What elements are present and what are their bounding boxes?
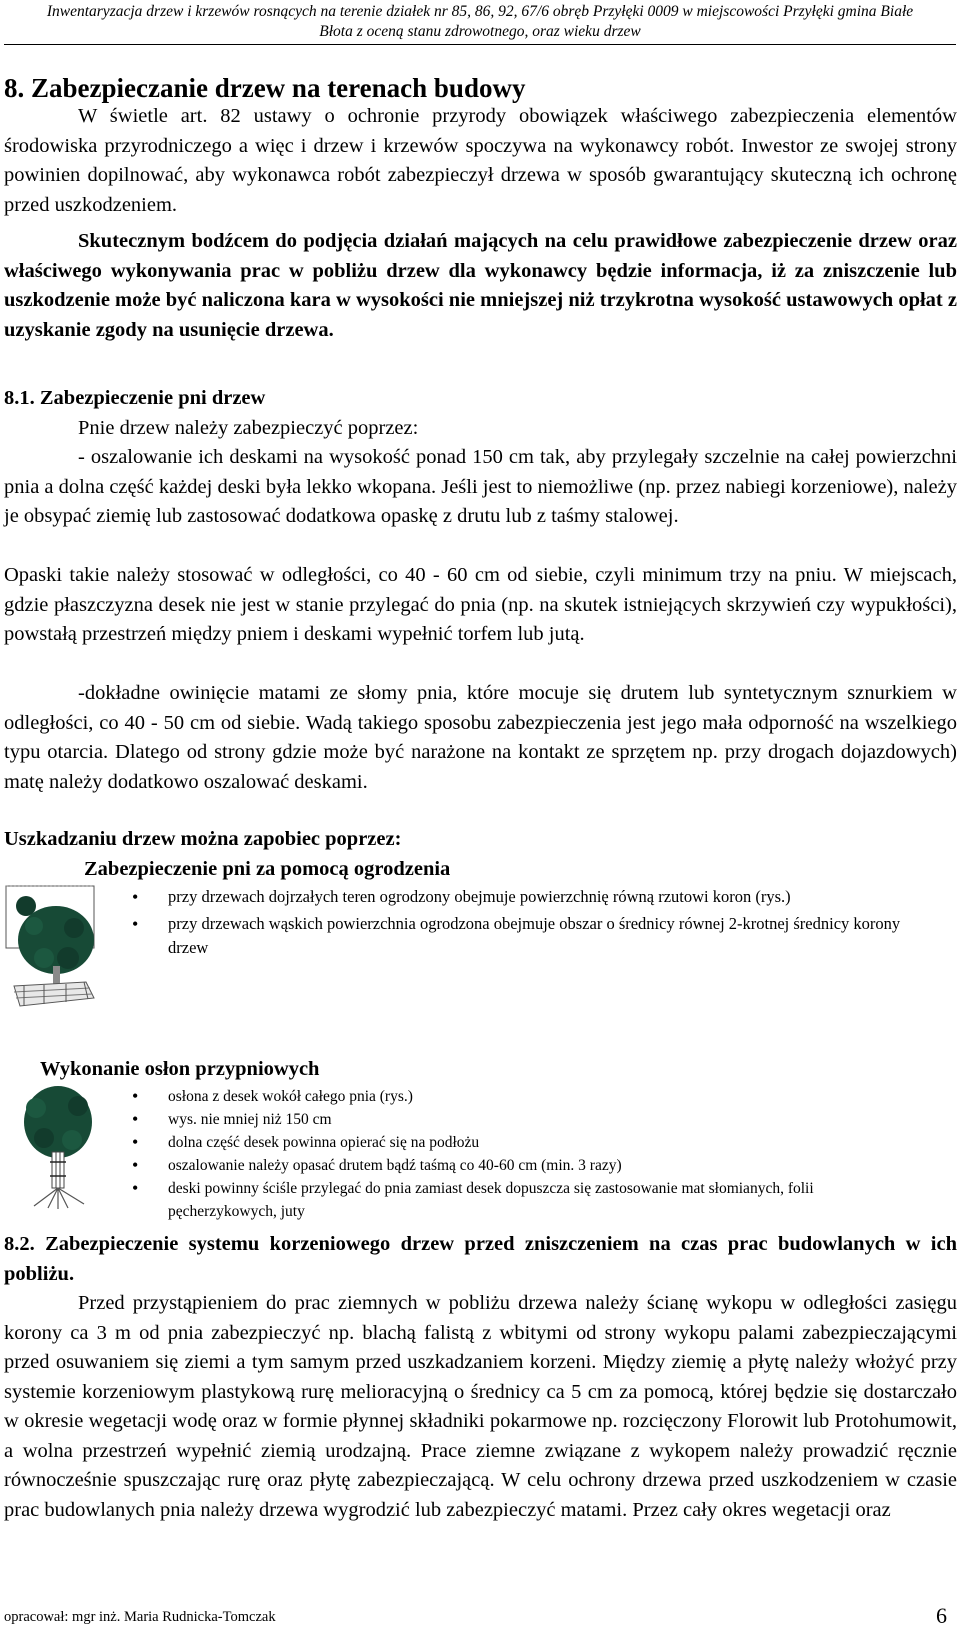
section-8-1-paragraph-1: - oszalowanie ich deskami na wysokość ponad 150 cm tak, aby przylegały szczelnie na całej powierzchni pnia a dolna część każdej deski była lekko wkopana. Jeśli jest to niemożliwe (np. przez nabiegi korzeniowe), należy je obsypać ziemię lub zastosować dodatkowa opaskę z drutu lub z taśmy stalowej.: [4, 446, 957, 527]
damage-prevention-heading: Uszkadzaniu drzew można zapobiec poprzez:: [4, 828, 402, 850]
list-item: • przy drzewach dojrzałych teren ogrodzony obejmuje powierzchnię równą rzutowi koron (rys.): [128, 885, 918, 909]
section-8-1-title: 8.1. Zabezpieczenie pni drzew: [4, 387, 266, 409]
fence-protection-list: [128, 885, 918, 963]
section-8-1-intro: Pnie drzew należy zabezpieczyć poprzez:: [78, 417, 419, 439]
list-item: • osłona z desek wokół całego pnia (rys.): [128, 1085, 918, 1108]
tree-fence-illustration: [4, 882, 100, 1018]
header-line-1: Inwentaryzacja drzew i krzewów rosnących na terenie działek nr 85, 86, 92, 67/6 obręb Przyłęki 0009 w miejscowości Przyłęki gmina Białe: [46, 3, 914, 20]
page-number: 6: [936, 1603, 947, 1628]
section-8-1-paragraph-2: Opaski takie należy stosować w odległości, co 40 - 60 cm od siebie, czyli minimum trzy na pniu. W miejscach, gdzie płaszczyzna desek nie jest w stanie przylegać do pnia (np. na skutek istniejących skrzywień czy wypukłości), powstałą przestrzeń między pniem i deskami wypełnić torfem lub jutą.: [4, 564, 957, 645]
footer-author: opracował: mgr inż. Maria Rudnicka-Tomczak: [4, 1609, 276, 1625]
section-8-paragraph-1: W świetle art. 82 ustawy o ochronie przyrody obowiązek właściwego zabezpieczenia elementów środowiska przyrodniczego a więc i drzew i krzewów spoczywa na wykonawcy robót. Inwestor ze swojej strony powinien dopilnować, aby wykonawca robót zabezpieczył drzewa w sposób gwarantujący skuteczną ich ochronę przed uszkodzeniem.: [4, 105, 957, 216]
trunk-shield-heading: Wykonanie osłon przypniowych: [40, 1058, 320, 1080]
section-8-title: 8. Zabezpieczanie drzew na terenach budowy: [4, 73, 526, 103]
fence-protection-heading: Zabezpieczenie pni za pomocą ogrodzenia: [84, 858, 451, 880]
section-8-2-title: 8.2. Zabezpieczenie systemu korzeniowego drzew przed zniszczeniem na czas prac budowlanych w ich pobliżu.: [4, 1233, 957, 1285]
header-divider: [4, 44, 956, 45]
section-8-2-paragraph-1: Przed przystąpieniem do prac ziemnych w pobliżu drzewa należy ścianę wykopu w odległości zasięgu korony ca 3 m od pnia zabezpieczyć np. blachą falistą z wbitymi od strony wykopu palami zabezpieczającymi przed osuwaniem się ziemi a tym samym przed uszkadzaniem korzeni. Między ziemię a płytę należy włożyć przy systemie korzeniowym plastykową rurę melioracyjną o średnicy ca 5 cm za pomocą, której będzie się dostarczało w okresie wegetacji wodę oraz w formie płynnej składniki pokarmowe np. rozcięczony Florowit lub Protohumowit, a wolna przestrzeń wypełnić ziemią urodzajną. Prace ziemne związane z wykopem należy prowadzić ręcznie równocześnie spuszczając rurę oraz płytę zabezpieczającą. W celu ochrony drzewa przed uszkodzeniem w czasie prac budowlanych pnia należy drzewa wygrodzić lub zabezpieczyć matami. Przez cały okres wegetacji oraz: [4, 1292, 957, 1521]
list-item: • wys. nie mniej niż 150 cm: [128, 1108, 918, 1131]
list-item: • deski powinny ściśle przylegać do pnia zamiast desek dopuszcza się zastosowanie mat słomianych, folii pęcherzykowych, juty: [128, 1177, 918, 1223]
tree-trunk-shield-illustration: [14, 1082, 102, 1210]
trunk-shield-list: [128, 1085, 918, 1223]
header-line-2: Błota z oceną stanu zdrowotnego, oraz wieku drzew: [319, 23, 641, 40]
list-item: • oszalowanie należy opasać drutem bądź taśmą co 40-60 cm (min. 3 razy): [128, 1154, 918, 1177]
list-item: • przy drzewach wąskich powierzchnia ogrodzona obejmuje obszar o średnicy równej 2-krotnej średnicy korony drzew: [128, 912, 918, 960]
list-item: • dolna część desek powinna opierać się na podłożu: [128, 1131, 918, 1154]
section-8-paragraph-2: Skutecznym bodźcem do podjęcia działań mających na celu prawidłowe zabezpieczenie drzew oraz właściwego wykonywania prac w pobliżu drzew dla wykonawcy będzie informacja, iż za zniszczenie lub uszkodzenie może być naliczona kara w wysokości nie mniejszej niż trzykrotna wysokość ustawowych opłat z uzyskanie zgody na usunięcie drzewa.: [4, 230, 957, 341]
section-8-1-paragraph-3: -dokładne owinięcie matami ze słomy pnia, które mocuje się drutem lub syntetycznym sznurkiem w odległości, co 40 - 50 cm od siebie. Wadą takiego sposobu zabezpieczenia jest jego mała odporność na wszelkiego typu otarcia. Dlatego od strony gdzie może być narażone na kontakt ze sprzętem np. przy drogach dojazdowych) matę należy dodatkowo oszalować deskami.: [4, 682, 957, 793]
